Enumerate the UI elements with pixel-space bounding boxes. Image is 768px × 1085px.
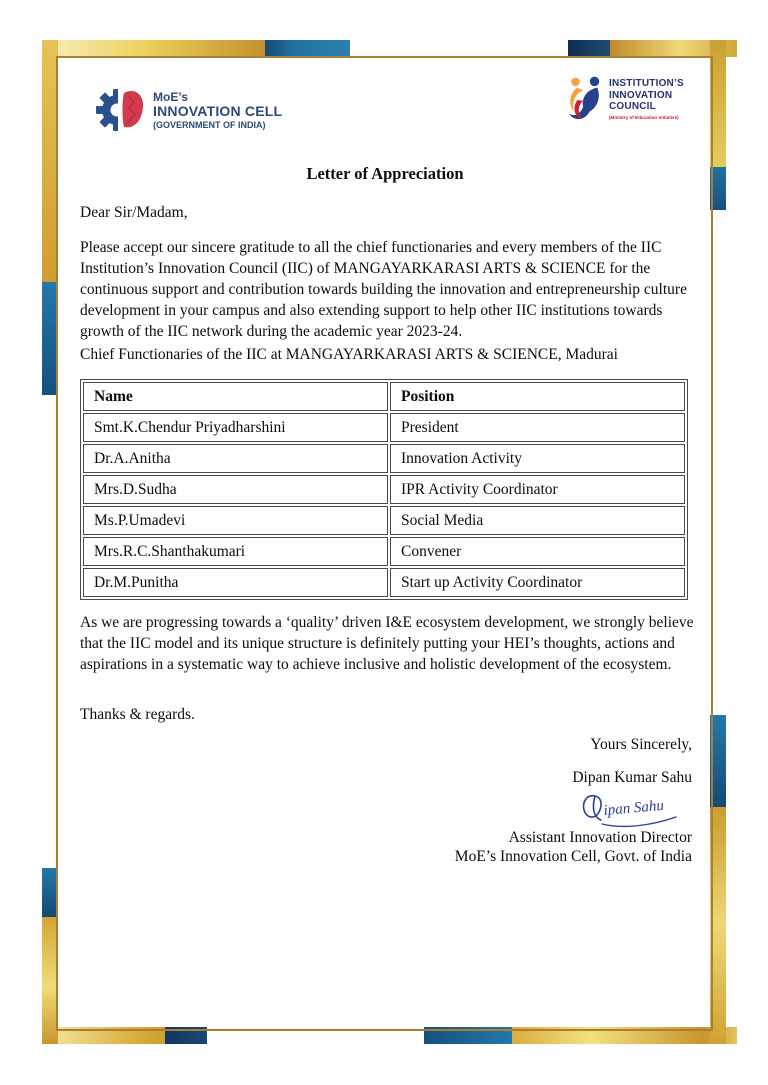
table-row	[83, 537, 685, 566]
cell-position: IPR Activity Coordinator	[390, 475, 685, 504]
frame-gold-top-left	[42, 40, 265, 57]
cell-name: Dr.A.Anitha	[83, 444, 388, 473]
sign-off: Yours Sincerely,	[590, 736, 692, 753]
salutation: Dear Sir/Madam,	[80, 204, 188, 221]
cell-name: Smt.K.Chendur Priyadharshini	[83, 413, 388, 442]
table-row	[83, 413, 685, 442]
logo-left-line1: MoE’s	[153, 89, 188, 104]
cell-position: Start up Activity Coordinator	[390, 568, 685, 597]
frame-blue-top-1	[265, 40, 350, 57]
logo-left-line2: INNOVATION CELL	[153, 103, 283, 120]
signatory-org: MoE’s Innovation Cell, Govt. of India	[454, 848, 692, 865]
frame-blue-top-2	[568, 40, 610, 57]
cell-name: Mrs.D.Sudha	[83, 475, 388, 504]
svg-text:ipan Sahu: ipan Sahu	[602, 797, 665, 819]
functionaries-table	[80, 379, 688, 600]
cell-position: President	[390, 413, 685, 442]
gear-brain-icon	[95, 82, 147, 139]
letter-title: Letter of Appreciation	[306, 164, 464, 183]
signatory-title-org	[455, 828, 692, 866]
cell-name: Ms.P.Umadevi	[83, 506, 388, 535]
table-intro: Chief Functionaries of the IIC at MANGAYARKARASI ARTS & SCIENCE, Madurai	[80, 346, 618, 363]
moe-innovation-cell-logo	[95, 82, 282, 139]
signatory-name: Dipan Kumar Sahu	[572, 769, 692, 786]
header-name: Name	[83, 382, 388, 411]
paragraph-ecosystem: As we are progressing towards a ‘quality’ driven I&E ecosystem development, we strongly believe that the IIC model and its unique structure is definitely putting your HEI’s thoughts, actions and aspirations in a systematic way to achieve inclusive and holistic development of the ecosystem.	[80, 614, 694, 673]
cell-position: Social Media	[390, 506, 685, 535]
cell-position: Innovation Activity	[390, 444, 685, 473]
logo-right-line2: INNOVATION	[609, 89, 673, 101]
paragraph-gratitude: Please accept our sincere gratitude to all the chief functionaries and every members of the IIC Institution’s Innovation Council (IIC) of MANGAYARKARASI ARTS & SCIENCE for the continuous support and contribution towards building the innovation and entrepreneurship culture development in your campus and also extending support to help other IIC institutions towards growth of the IIC network during the academic year 2023-24.	[80, 239, 687, 340]
iic-logo	[566, 74, 684, 129]
closing-thanks: Thanks & regards.	[80, 706, 195, 723]
header-position: Position	[390, 382, 685, 411]
signatory-title: Assistant Innovation Director	[508, 829, 692, 846]
cell-position: Convener	[390, 537, 685, 566]
table-row	[83, 444, 685, 473]
cell-name: Mrs.R.C.Shanthakumari	[83, 537, 388, 566]
table-row	[83, 568, 685, 597]
logo-right-line1: INSTITUTION’S	[609, 78, 684, 89]
cell-name: Dr.M.Punitha	[83, 568, 388, 597]
table-row	[83, 475, 685, 504]
table-row	[83, 506, 685, 535]
table-header-row	[83, 382, 685, 411]
logo-right-line4: (Ministry of Education Initiative)	[609, 114, 679, 120]
logo-right-line3: COUNCIL	[609, 101, 656, 112]
iic-figures-icon	[566, 74, 604, 129]
logo-left-line3: (GOVERNMENT OF INDIA)	[153, 120, 266, 131]
